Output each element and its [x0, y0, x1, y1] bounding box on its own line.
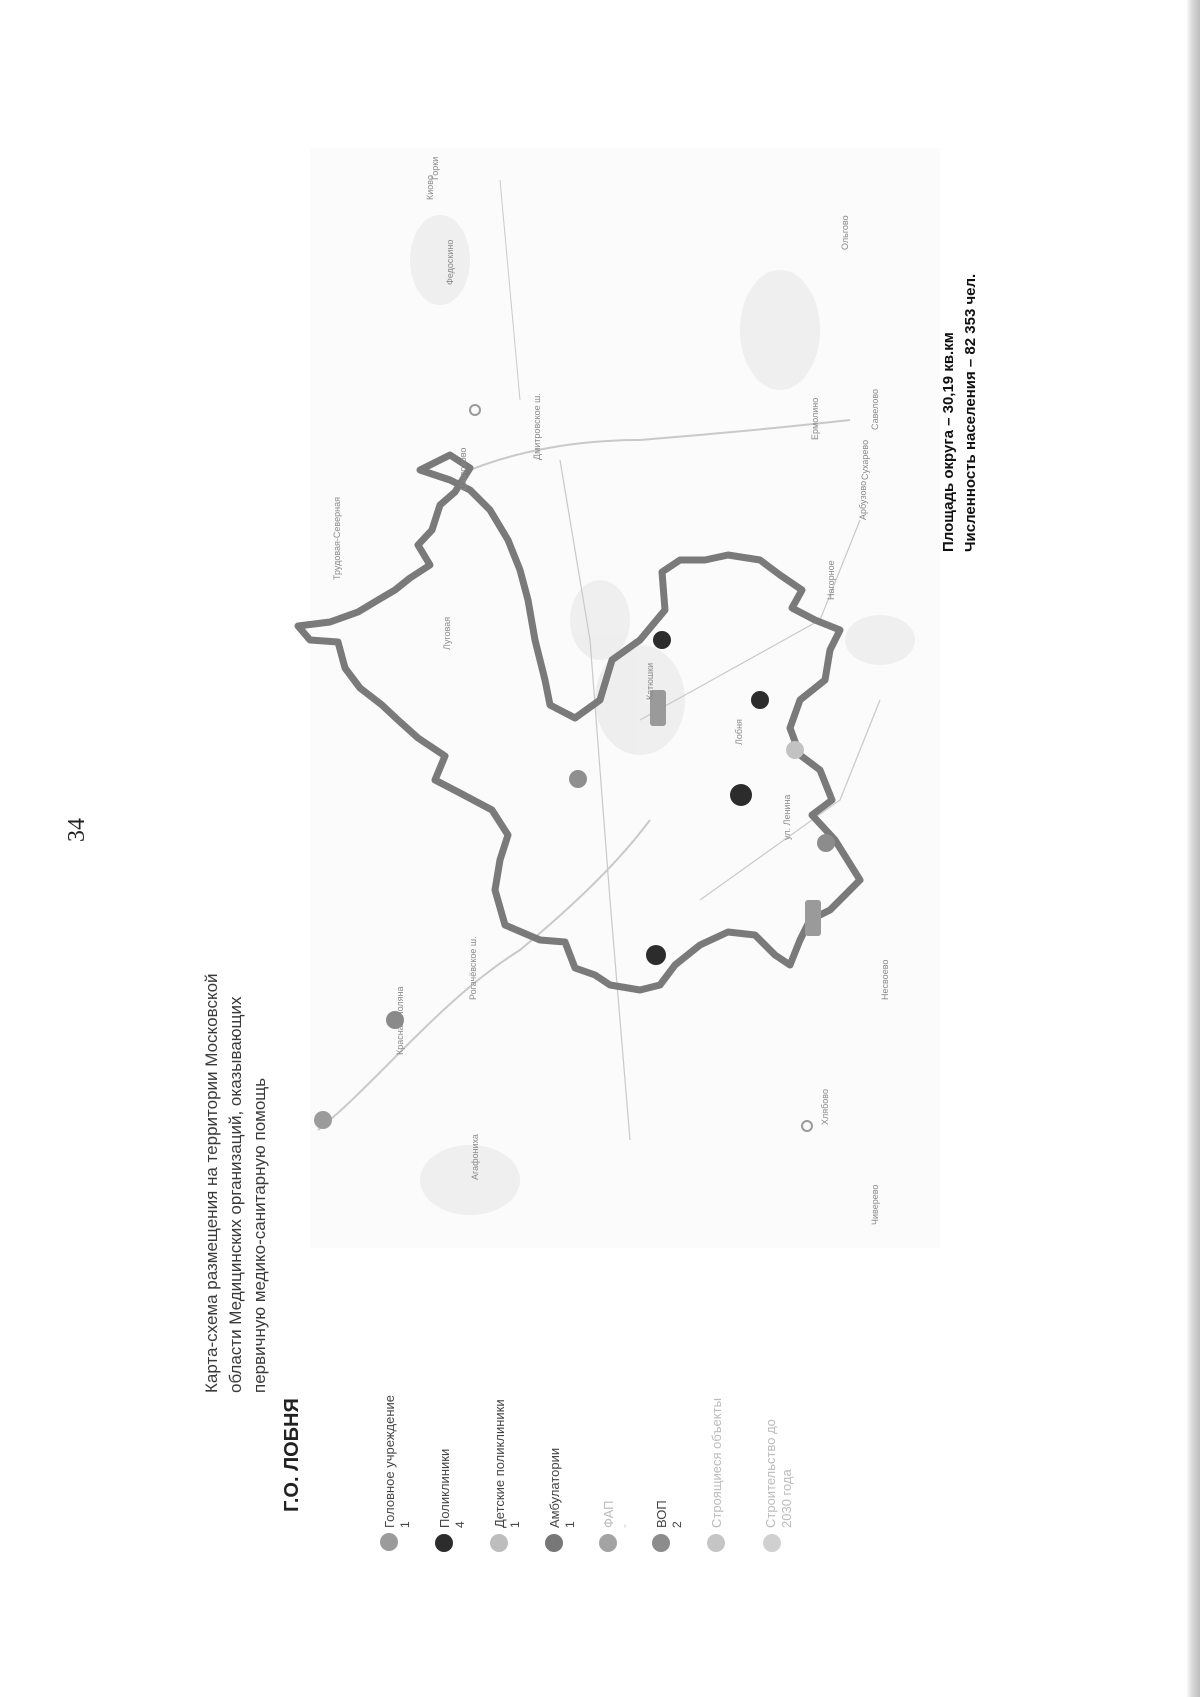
map-label: Хлябово: [820, 1089, 830, 1125]
map-label: Сухарево: [860, 439, 870, 480]
legend-count: 4: [453, 1521, 467, 1528]
region-name: Г.О. ЛОБНЯ: [281, 1398, 303, 1512]
legend-label: Поликлиники: [437, 1448, 452, 1528]
map-label: Чиверево: [870, 1184, 880, 1225]
title-line-3: первичную медико-санитарную помощь: [250, 1077, 269, 1393]
legend-label: Строительство до 2030 года: [763, 1419, 794, 1528]
map-label: Нагорное: [826, 560, 836, 600]
population-stat: Численность населения – 82 353 чел.: [962, 273, 979, 552]
legend-swatch: [763, 1534, 781, 1552]
legend-swatch: [652, 1534, 670, 1552]
legend-swatch: [707, 1534, 725, 1552]
legend-swatch: [490, 1534, 508, 1552]
map-label: Несвоево: [880, 959, 890, 1000]
map-label: Луговая: [442, 616, 452, 650]
map-label: Агафониха: [470, 1134, 480, 1180]
legend-count: 2: [670, 1521, 684, 1528]
area-stat: Площадь округа – 30,19 кв.км: [940, 332, 957, 552]
road-label: Дмитровское ш.: [532, 393, 542, 460]
legend-swatch: [545, 1534, 563, 1552]
page-number: 34: [64, 818, 90, 842]
legend-count: 1: [508, 1521, 522, 1528]
legend-label: ВОП: [654, 1500, 669, 1528]
map-label: Трудовая-Северная: [332, 497, 342, 580]
legend-label: ФАП: [601, 1500, 616, 1528]
legend-swatch: [380, 1533, 398, 1551]
title-line-2: области Медицинских организаций, оказывающих: [226, 996, 245, 1393]
map-label: Катюшки: [645, 662, 655, 700]
map-label: Горки: [430, 156, 440, 180]
map-label: Савелово: [870, 388, 880, 430]
map-label: Киово: [425, 175, 435, 200]
map-label: Арбузово: [858, 480, 868, 520]
title-line-1: Карта-схема размещения на территории Московской: [202, 973, 221, 1393]
road-label: ул. Ленина: [782, 794, 792, 840]
road-label: Рогачёвское ш.: [468, 936, 478, 1000]
legend-count: 1: [398, 1521, 412, 1528]
legend-count: -: [617, 1524, 631, 1528]
legend-swatch: [599, 1534, 617, 1552]
map-label: Ольгово: [840, 215, 850, 250]
map-label: Лобня: [734, 719, 744, 745]
legend-swatch: [435, 1534, 453, 1552]
map-label: Шолохово: [458, 447, 468, 490]
map-label: Красная Поляна: [395, 986, 405, 1055]
map-label: Федоскино: [445, 239, 455, 285]
legend-label: Головное учреждение: [382, 1394, 397, 1528]
map-label: Ермолино: [810, 397, 820, 440]
legend-count: 1: [563, 1521, 577, 1528]
legend-label: Детские поликлиники: [492, 1399, 507, 1528]
legend-label: Строящиеся объекты: [709, 1398, 724, 1528]
legend-label: Амбулатории: [547, 1447, 562, 1528]
